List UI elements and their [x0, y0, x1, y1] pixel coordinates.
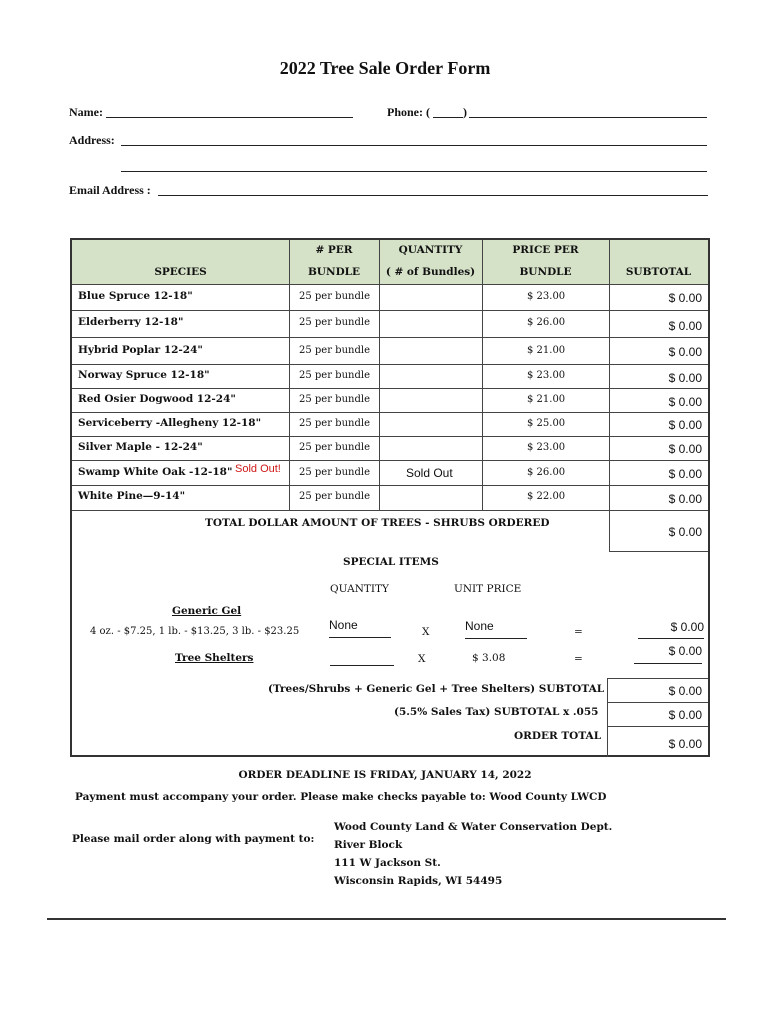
form-title: 2022 Tree Sale Order Form: [279, 58, 491, 78]
price: $ 23.00: [527, 291, 566, 302]
combined-subtotal-value: $ 0.00: [668, 684, 702, 698]
address-field-line1[interactable]: [121, 145, 707, 146]
row-subtotal: $ 0.00: [668, 291, 702, 305]
mail-address-line2: River Block: [334, 839, 403, 851]
price: $ 21.00: [527, 345, 566, 356]
bundle-size: 25 per bundle: [299, 467, 370, 478]
row-subtotal: $ 0.00: [668, 442, 702, 456]
bundle-size: 25 per bundle: [299, 345, 370, 356]
special-unit-header: UNIT PRICE: [454, 583, 522, 595]
species-name: Serviceberry -Allegheny 12-18": [78, 417, 262, 429]
phone-area-code-field[interactable]: [433, 117, 463, 118]
name-label: Name:: [69, 105, 103, 119]
phone-field[interactable]: [469, 117, 707, 118]
quantity-input[interactable]: [380, 311, 482, 337]
mail-address-line3: 111 W Jackson St.: [334, 857, 441, 869]
bundle-size: 25 per bundle: [299, 491, 370, 502]
species-name: Red Osier Dogwood 12-24": [78, 393, 236, 405]
payment-note: Payment must accompany your order. Please make checks payable to: Wood County LWCD: [75, 791, 607, 803]
header-quantity-2: ( # of Bundles): [385, 266, 476, 278]
tax-value: $ 0.00: [668, 708, 702, 722]
email-field[interactable]: [158, 195, 708, 196]
quantity-sold-out: Sold Out: [406, 466, 453, 480]
species-name: Elderberry 12-18": [78, 316, 184, 328]
bundle-size: 25 per bundle: [299, 317, 370, 328]
special-qty-header: QUANTITY: [330, 583, 389, 595]
footer-divider: [47, 918, 726, 920]
species-name: Swamp White Oak -12-18": [78, 466, 233, 478]
bundle-size: 25 per bundle: [299, 291, 370, 302]
address-field-line2[interactable]: [121, 171, 707, 172]
tax-label: (5.5% Sales Tax) SUBTOTAL x .055: [394, 706, 599, 718]
gel-unit-price-input[interactable]: None: [465, 619, 527, 639]
shelter-quantity-input[interactable]: [330, 648, 394, 666]
species-name: White Pine—9-14": [78, 490, 186, 502]
species-name: Silver Maple - 12-24": [78, 441, 203, 453]
total-trees-label: TOTAL DOLLAR AMOUNT OF TREES - SHRUBS ORDERED: [205, 517, 550, 529]
price: $ 25.00: [527, 418, 566, 429]
header-price-2: BUNDLE: [519, 266, 572, 278]
email-label: Email Address :: [69, 183, 151, 197]
special-items-heading: SPECIAL ITEMS: [343, 556, 439, 568]
tree-shelters-label: Tree Shelters: [175, 652, 254, 664]
shelter-equals: =: [574, 653, 583, 665]
price: $ 21.00: [527, 394, 566, 405]
quantity-input[interactable]: [380, 338, 482, 364]
row-subtotal: $ 0.00: [668, 395, 702, 409]
header-species: SPECIES: [154, 266, 207, 278]
bundle-size: 25 per bundle: [299, 418, 370, 429]
gel-total: $ 0.00: [638, 620, 704, 639]
shelter-unit-price: $ 3.08: [472, 652, 506, 664]
quantity-input[interactable]: [380, 365, 482, 388]
species-name: Hybrid Poplar 12-24": [78, 344, 203, 356]
species-name: Norway Spruce 12-18": [78, 369, 210, 381]
quantity-input[interactable]: [380, 413, 482, 436]
mail-address-line1: Wood County Land & Water Conservation Dept.: [334, 821, 613, 833]
row-subtotal: $ 0.00: [668, 319, 702, 333]
bundle-size: 25 per bundle: [299, 394, 370, 405]
header-per-bundle-2: BUNDLE: [307, 266, 361, 278]
header-price-1: PRICE PER: [512, 244, 579, 256]
generic-gel-label: Generic Gel: [172, 605, 242, 617]
mail-address-line4: Wisconsin Rapids, WI 54495: [334, 875, 503, 887]
order-deadline: ORDER DEADLINE IS FRIDAY, JANUARY 14, 2022: [238, 769, 532, 781]
phone-label: Phone: (: [387, 105, 430, 119]
row-subtotal: $ 0.00: [668, 418, 702, 432]
gel-times: X: [422, 626, 430, 638]
price: $ 22.00: [527, 491, 566, 502]
price: $ 26.00: [527, 317, 566, 328]
gel-quantity-input[interactable]: None: [329, 618, 391, 638]
header-subtotal: SUBTOTAL: [625, 266, 692, 278]
price: $ 23.00: [527, 370, 566, 381]
address-label: Address:: [69, 133, 115, 147]
header-per-bundle-1: # PER: [315, 244, 353, 256]
species-name: Blue Spruce 12-18": [78, 290, 193, 302]
row-subtotal: $ 0.00: [668, 467, 702, 481]
order-table: [70, 238, 710, 757]
row-subtotal: $ 0.00: [668, 345, 702, 359]
quantity-input[interactable]: [380, 285, 482, 310]
order-total-value: $ 0.00: [668, 737, 702, 751]
combined-subtotal-label: (Trees/Shrubs + Generic Gel + Tree Shelters) SUBTOTAL: [268, 683, 605, 695]
phone-paren-close: ): [463, 105, 467, 119]
header-quantity-1: QUANTITY: [398, 244, 463, 256]
quantity-input[interactable]: [380, 389, 482, 412]
quantity-input[interactable]: [380, 437, 482, 460]
quantity-input[interactable]: [380, 486, 482, 510]
price: $ 26.00: [527, 467, 566, 478]
price: $ 23.00: [527, 442, 566, 453]
total-trees-value: $ 0.00: [668, 525, 702, 539]
sold-out-tag: Sold Out!: [235, 463, 281, 475]
gel-equals: =: [574, 626, 583, 638]
row-subtotal: $ 0.00: [668, 492, 702, 506]
order-total-label: ORDER TOTAL: [514, 730, 602, 742]
generic-gel-prices: 4 oz. - $7.25, 1 lb. - $13.25, 3 lb. - $23.25: [90, 626, 300, 637]
bundle-size: 25 per bundle: [299, 370, 370, 381]
name-field[interactable]: [106, 117, 353, 118]
bundle-size: 25 per bundle: [299, 442, 370, 453]
row-subtotal: $ 0.00: [668, 371, 702, 385]
shelter-total: $ 0.00: [634, 644, 702, 664]
mail-label: Please mail order along with payment to:: [72, 833, 315, 845]
shelter-times: X: [418, 653, 426, 665]
